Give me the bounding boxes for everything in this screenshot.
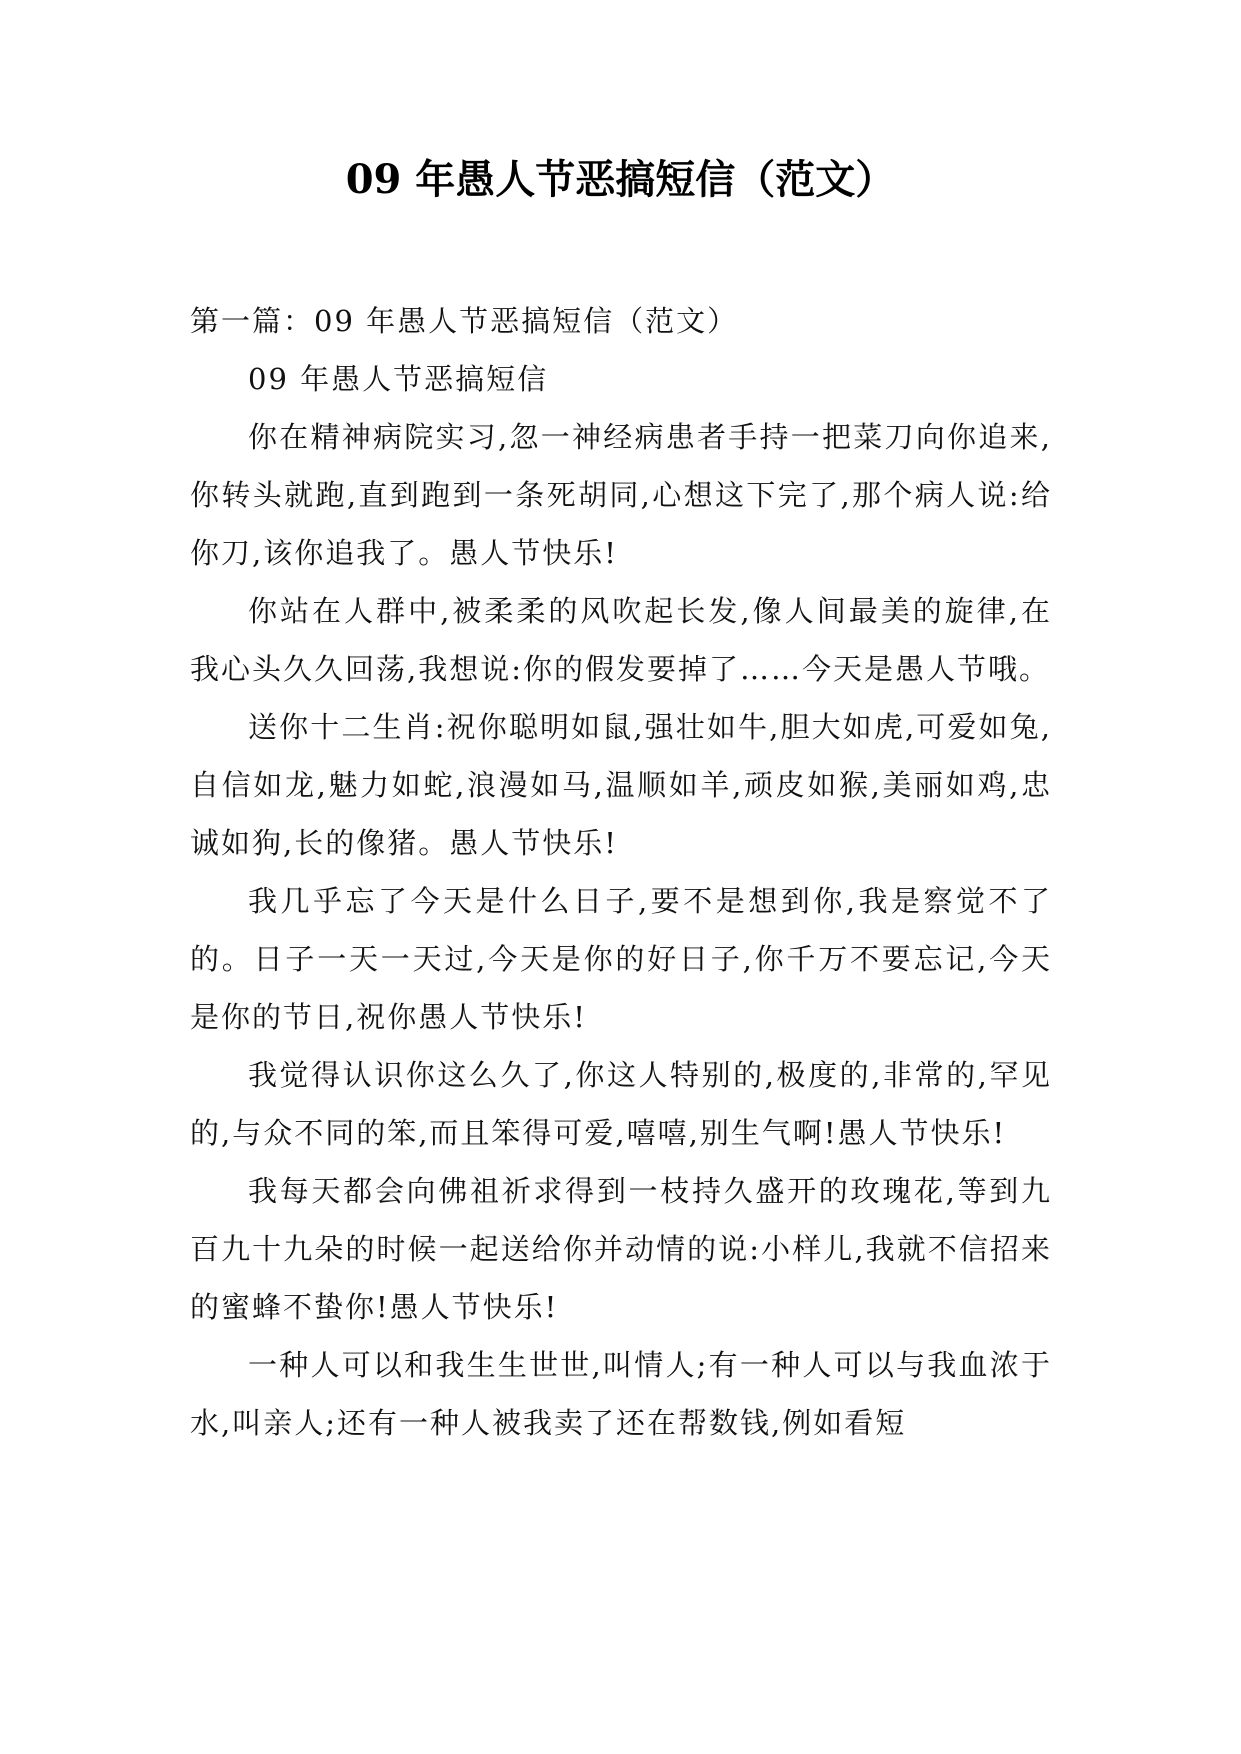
document-body bbox=[190, 292, 1052, 1452]
section-heading: 第一篇：09 年愚人节恶搞短信（范文） bbox=[190, 304, 739, 338]
paragraph: 我每天都会向佛祖祈求得到一枝持久盛开的玫瑰花,等到九百九十九朵的时候一起送给你并动情的说:小样儿,我就不信招来的蜜蜂不蛰你!愚人节快乐! bbox=[190, 1174, 1052, 1324]
paragraph: 我几乎忘了今天是什么日子,要不是想到你,我是察觉不了的。日子一天一天过,今天是你的好日子,你千万不要忘记,今天是你的节日,祝你愚人节快乐! bbox=[190, 884, 1052, 1034]
paragraph: 送你十二生肖:祝你聪明如鼠,强壮如牛,胆大如虎,可爱如兔,自信如龙,魅力如蛇,浪漫如马,温顺如羊,顽皮如猴,美丽如鸡,忠诚如狗,长的像猪。愚人节快乐! bbox=[190, 710, 1052, 860]
document-title: 09 年愚人节恶搞短信（范文） bbox=[345, 156, 896, 203]
paragraph: 我觉得认识你这么久了,你这人特别的,极度的,非常的,罕见的,与众不同的笨,而且笨得可爱,嘻嘻,别生气啊!愚人节快乐! bbox=[190, 1058, 1052, 1150]
paragraph: 你站在人群中,被柔柔的风吹起长发,像人间最美的旋律,在我心头久久回荡,我想说:你的假发要掉了……今天是愚人节哦。 bbox=[190, 594, 1052, 686]
subtitle: 09 年愚人节恶搞短信 bbox=[248, 362, 549, 396]
paragraph: 一种人可以和我生生世世,叫情人;有一种人可以与我血浓于水,叫亲人;还有一种人被我卖了还在帮数钱,例如看短 bbox=[190, 1348, 1052, 1440]
paragraph: 你在精神病院实习,忽一神经病患者手持一把菜刀向你追来,你转头就跑,直到跑到一条死胡同,心想这下完了,那个病人说:给你刀,该你追我了。愚人节快乐! bbox=[190, 420, 1052, 570]
